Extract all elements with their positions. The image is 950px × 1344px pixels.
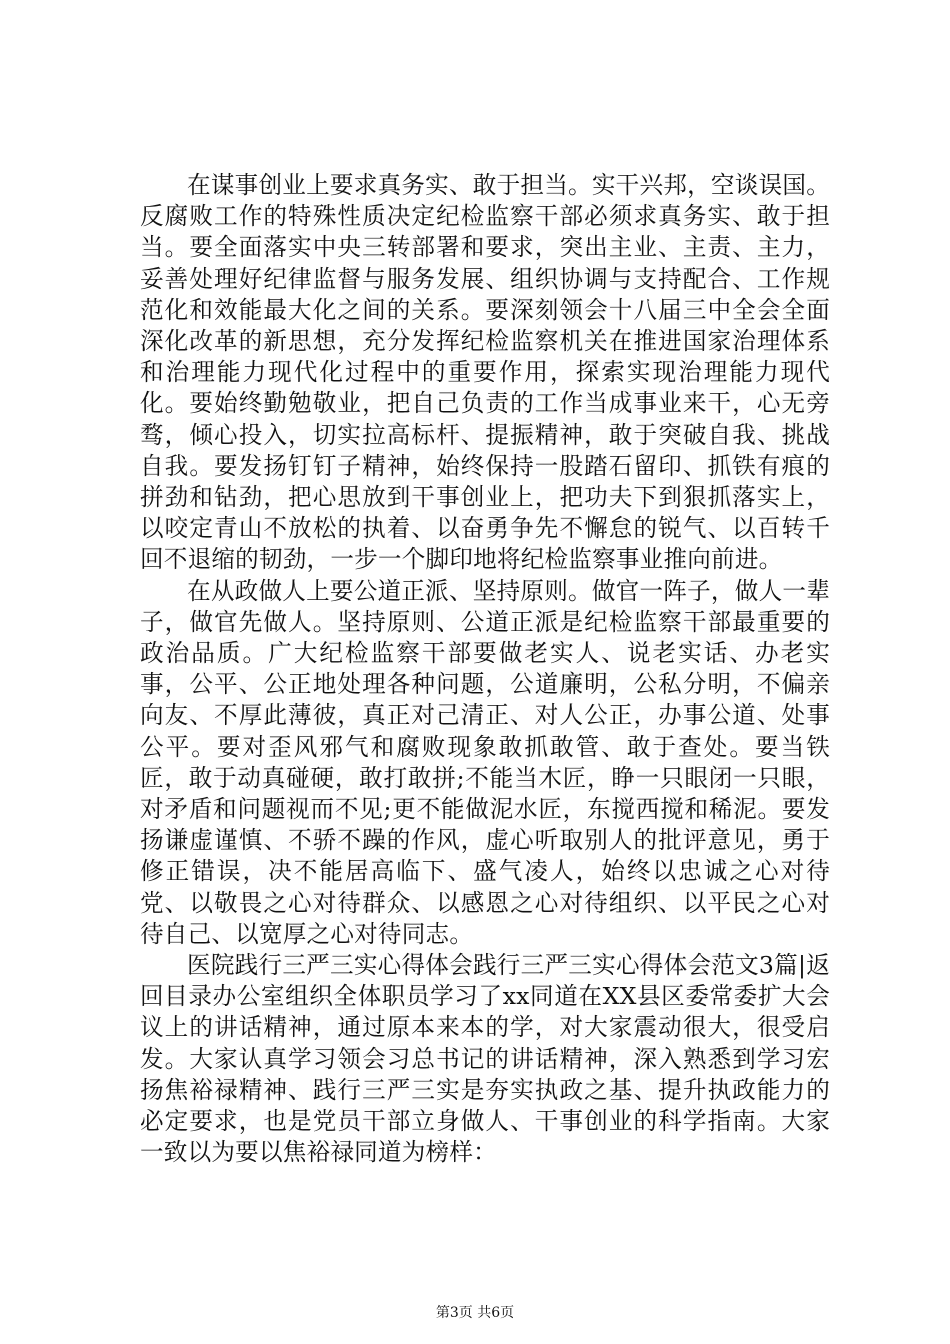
page-footer: 第3页 共6页 xyxy=(435,1305,515,1321)
paragraph-2: 在从政做人上要公道正派、坚持原则。做官一阵子，做人一辈子，做官先做人。坚持原则、公道正派是纪检监察干部最重要的政治品质。广大纪检监察干部要做老实人、说老实话、办老实事，公平、公正地处理各种问题，公道廉明，公私分明，不偏亲向友、不厚此薄彼，真正对己清正、对人公正，办事公道、处事公平。要对歪风邪气和腐败现象敢抓敢管、敢于查处。要当铁匠，敢于动真碰硬，敢打敢拼;不能当木匠，睁一只眼闭一只眼，对矛盾和问题视而不见;更不能做泥水匠，东搅西搅和稀泥。要发扬谦虚谨慎、不骄不躁的作风，虚心听取别人的批评意见，勇于修正错误，决不能居高临下、盛气凌人，始终以忠诚之心对待党、以敬畏之心对待群众、以感恩之心对待组织、以平民之心对待自己、以宽厚之心对待同志。 xyxy=(140,576,830,948)
paragraph-1: 在谋事创业上要求真务实、敢于担当。实干兴邦，空谈误国。反腐败工作的特殊性质决定纪检监察干部必须求真务实、敢于担当。要全面落实中央三转部署和要求，突出主业、主责、主力，妥善处理好纪律监督与服务发展、组织协调与支持配合、工作规范化和效能最大化之间的关系。要深刻领会十八届三中全会全面深化改革的新思想，充分发挥纪检监察机关在推进国家治理体系和治理能力现代化过程中的重要作用，探索实现治理能力现代化。要始终勤勉敬业，把自己负责的工作当成事业来干，心无旁骛，倾心投入，切实拉高标杆、提振精神，敢于突破自我、挑战自我。要发扬钉钉子精神，始终保持一股踏石留印、抓铁有痕的拼劲和钻劲，把心思放到干事创业上，把功夫下到狠抓落实上，以咬定青山不放松的执着、以奋勇争先不懈怠的锐气、以百转千回不退缩的韧劲，一步一个脚印地将纪检监察事业推向前进。 xyxy=(140,171,830,574)
document-body xyxy=(140,170,830,1169)
paragraph-3: 医院践行三严三实心得体会践行三严三实心得体会范文3篇|返回目录办公室组织全体职员学习了xx同道在XX县区委常委扩大会议上的讲话精神，通过原本来本的学，对大家震动很大，很受启发。大家认真学习领会习总书记的讲话精神，深入熟悉到学习宏扬焦裕禄精神、践行三严三实是夯实执政之基、提升执政能力的必定要求，也是党员干部立身做人、干事创业的科学指南。大家一致以为要以焦裕禄同道为榜样： xyxy=(140,951,830,1167)
